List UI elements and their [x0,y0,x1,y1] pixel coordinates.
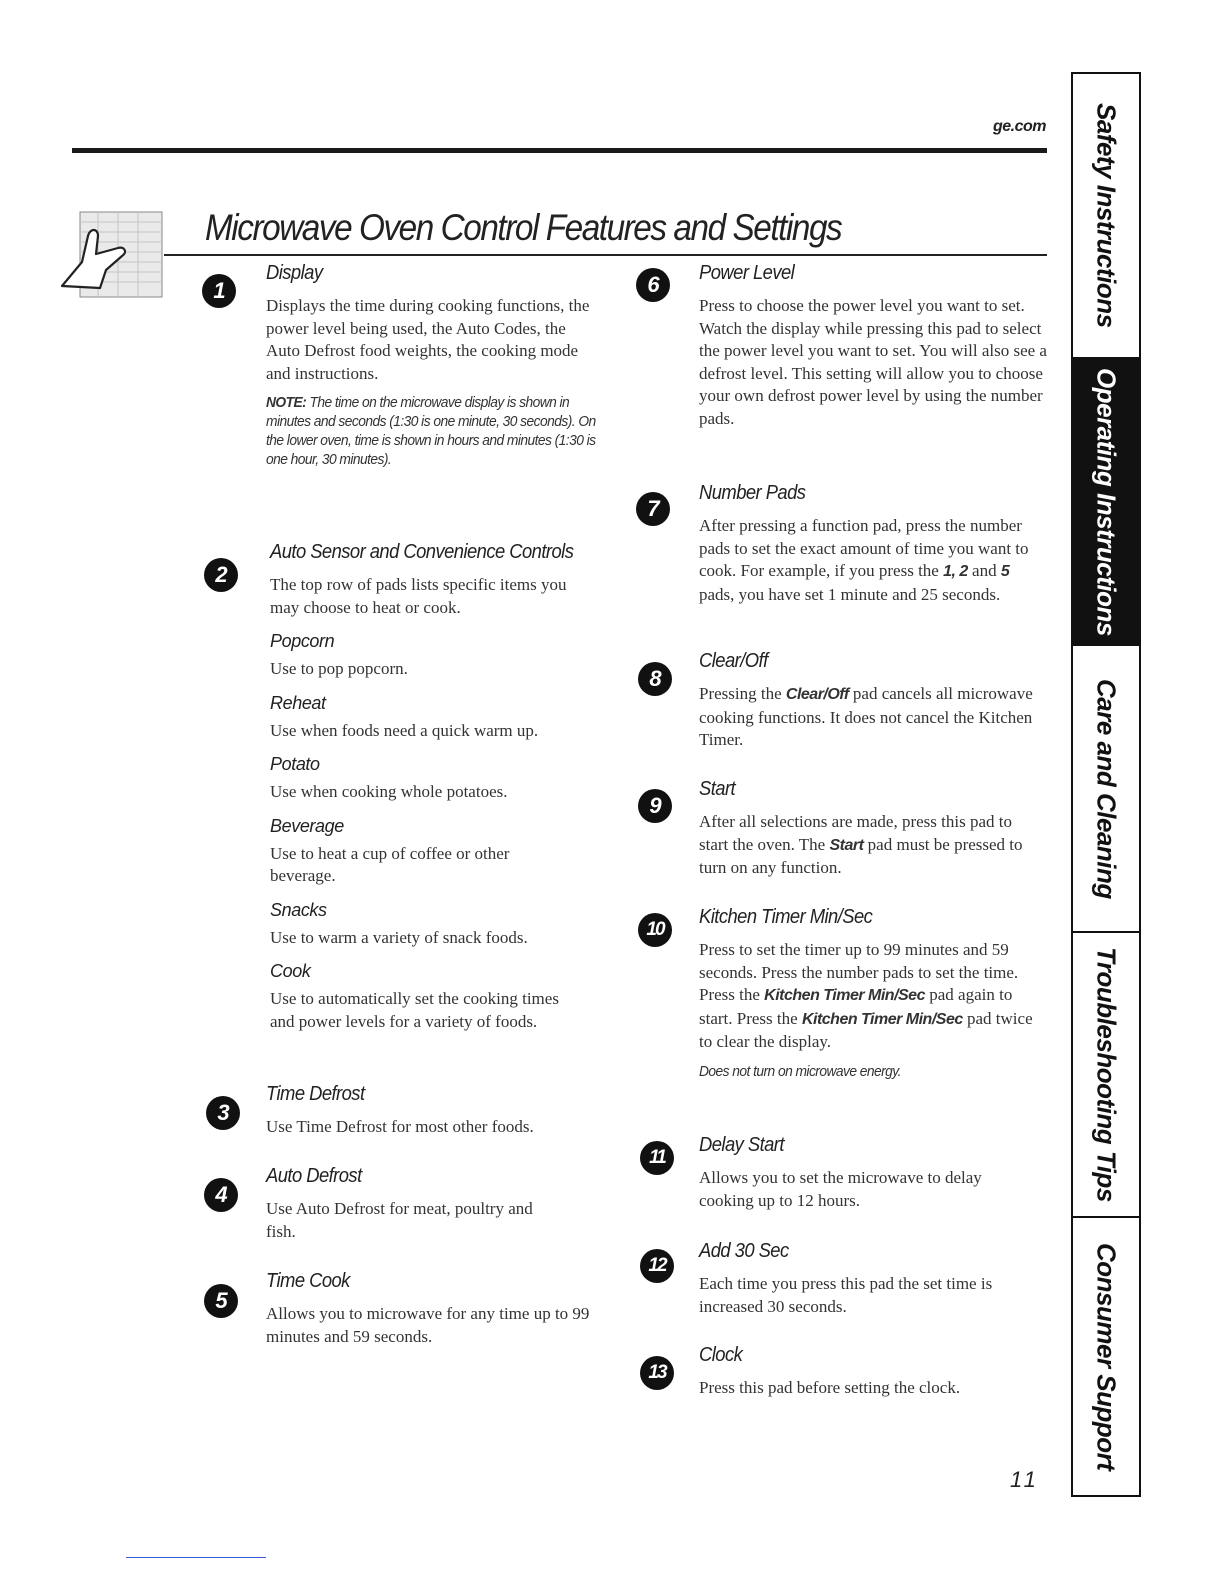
section-text: After all selections are made, press this pad to start the oven. The Start pad must be pressed to turn on any function. [699,812,1023,877]
section-text: Each time you press this pad the set time is increased 30 seconds. [699,1274,993,1316]
sub-text: Use when cooking whole potatoes. [270,782,508,801]
item-number-badge: 8 [638,662,672,696]
item-number-badge: 7 [636,492,670,526]
time-defrost-section [266,1083,606,1139]
sub-heading: Potato [270,754,320,774]
sub-heading: Beverage [270,815,344,836]
footer-line [126,1557,266,1558]
item-number-badge: 10 [638,913,672,947]
section-text: Use Auto Defrost for meat, poultry and fish. [266,1199,533,1241]
section-heading: Clear/Off [699,650,768,672]
website-url: ge.com [992,118,1046,135]
page-title: Microwave Oven Control Features and Settings [205,207,842,248]
section-text: Press this pad before setting the clock. [699,1378,961,1397]
section-heading: Kitchen Timer Min/Sec [699,906,873,928]
sub-item [270,961,610,1033]
item-number-badge: 5 [204,1284,238,1318]
section-heading: Delay Start [699,1134,784,1156]
tab-operating-instructions[interactable]: Operating Instructions [1073,359,1139,646]
number-pads-section [699,482,1039,606]
kitchen-timer-section [699,906,1039,1081]
section-heading: Add 30 Sec [699,1240,789,1262]
section-heading: Time Defrost [266,1083,365,1105]
display-note: NOTE: The time on the microwave display is shown in minutes and seconds (1:30 is one minute, 30 seconds). On the lower oven, time is shown in hours and minutes (1:30 is one hour, 30 minutes). [266,394,596,468]
delay-start-section [699,1134,1039,1212]
sub-heading: Popcorn [270,631,335,651]
sub-item [270,631,610,681]
item-number-badge: 12 [640,1249,674,1283]
power-level-section [699,262,1047,430]
section-heading: Time Cook [266,1270,350,1292]
sub-text: Use to pop popcorn. [270,659,408,678]
item-number-badge: 6 [636,268,670,302]
sub-item [270,900,610,950]
page-number: 11 [1010,1467,1039,1492]
sub-text: Use to heat a cup of coffee or other beverage. [270,843,510,885]
sub-item [270,816,610,888]
section-heading: Number Pads [699,482,806,504]
section-heading: Display [266,262,323,284]
tab-consumer-support[interactable]: Consumer Support [1091,1242,1122,1471]
item-number-badge: 3 [206,1096,240,1130]
sub-heading: Snacks [270,899,327,920]
header-rule [72,148,1047,153]
kitchen-timer-note: Does not turn on microwave energy. [699,1062,901,1080]
item-number-badge: 11 [640,1141,674,1175]
sub-text: Use to warm a variety of snack foods. [270,927,528,947]
auto-defrost-section [266,1165,606,1243]
tab-troubleshooting-tips[interactable]: Troubleshooting Tips [1073,933,1139,1218]
clear-off-section [699,650,1039,752]
auto-sensor-section [270,541,610,1033]
clock-section [699,1344,1039,1400]
section-text: Pressing the Clear/Off pad cancels all microwave cooking functions. It does not cancel the Kitchen Timer. [699,684,1033,749]
item-number-badge: 2 [204,558,238,592]
title-rule [164,254,1047,256]
tab-care-and-cleaning[interactable]: Care and Cleaning [1073,646,1139,933]
section-text: Displays the time during cooking functions, the power level being used, the Auto Codes, the Auto Defrost food weights, the cooking mode and instructions. [266,296,590,383]
item-number-badge: 13 [640,1356,674,1390]
start-section [699,778,1039,880]
section-tabs [1071,72,1141,1497]
tab-safety-instructions[interactable]: Safety Instructions [1073,74,1139,359]
sub-heading: Cook [270,961,311,981]
time-cook-section [266,1270,606,1348]
section-heading: Power Level [699,262,795,284]
section-heading: Clock [699,1344,743,1366]
sub-text: Use to automatically set the cooking times and power levels for a variety of foods. [270,989,559,1031]
section-text: The top row of pads lists specific items you may choose to heat or cook. [270,575,567,617]
section-heading: Start [699,778,736,800]
display-section [266,262,606,469]
section-heading: Auto Defrost [266,1165,362,1187]
sub-text: Use when foods need a quick warm up. [270,720,539,740]
section-text: Press to choose the power level you want to set. Watch the display while pressing this pad to select the power level you want to set. You will also see a defrost level. This setting will allow you to choose your own defrost power level by using the number pads. [699,296,1047,428]
section-text: After pressing a function pad, press the number pads to set the exact amount of time you want to cook. For example, if you press the 1, 2 and 5 pads, you have set 1 minute and 25 seconds. [699,516,1029,604]
hand-pointing-icon [58,208,168,303]
item-number-badge: 9 [638,789,672,823]
add-30-sec-section [699,1240,1039,1318]
sub-heading: Reheat [270,692,326,713]
section-text: Press to set the timer up to 99 minutes and 59 seconds. Press the number pads to set the time. Press the Kitchen Timer Min/Sec pad again to start. Press the Kitchen Timer Min/Sec pad twice to clear the display. [699,940,1033,1051]
section-heading: Auto Sensor and Convenience Controls [270,541,574,563]
section-text: Use Time Defrost for most other foods. [266,1117,534,1136]
item-number-badge: 4 [204,1178,238,1212]
sub-item [270,693,610,743]
section-text: Allows you to microwave for any time up to 99 minutes and 59 seconds. [266,1304,590,1346]
sub-item [270,754,610,804]
item-number-badge: 1 [202,274,236,308]
section-text: Allows you to set the microwave to delay cooking up to 12 hours. [699,1168,982,1210]
